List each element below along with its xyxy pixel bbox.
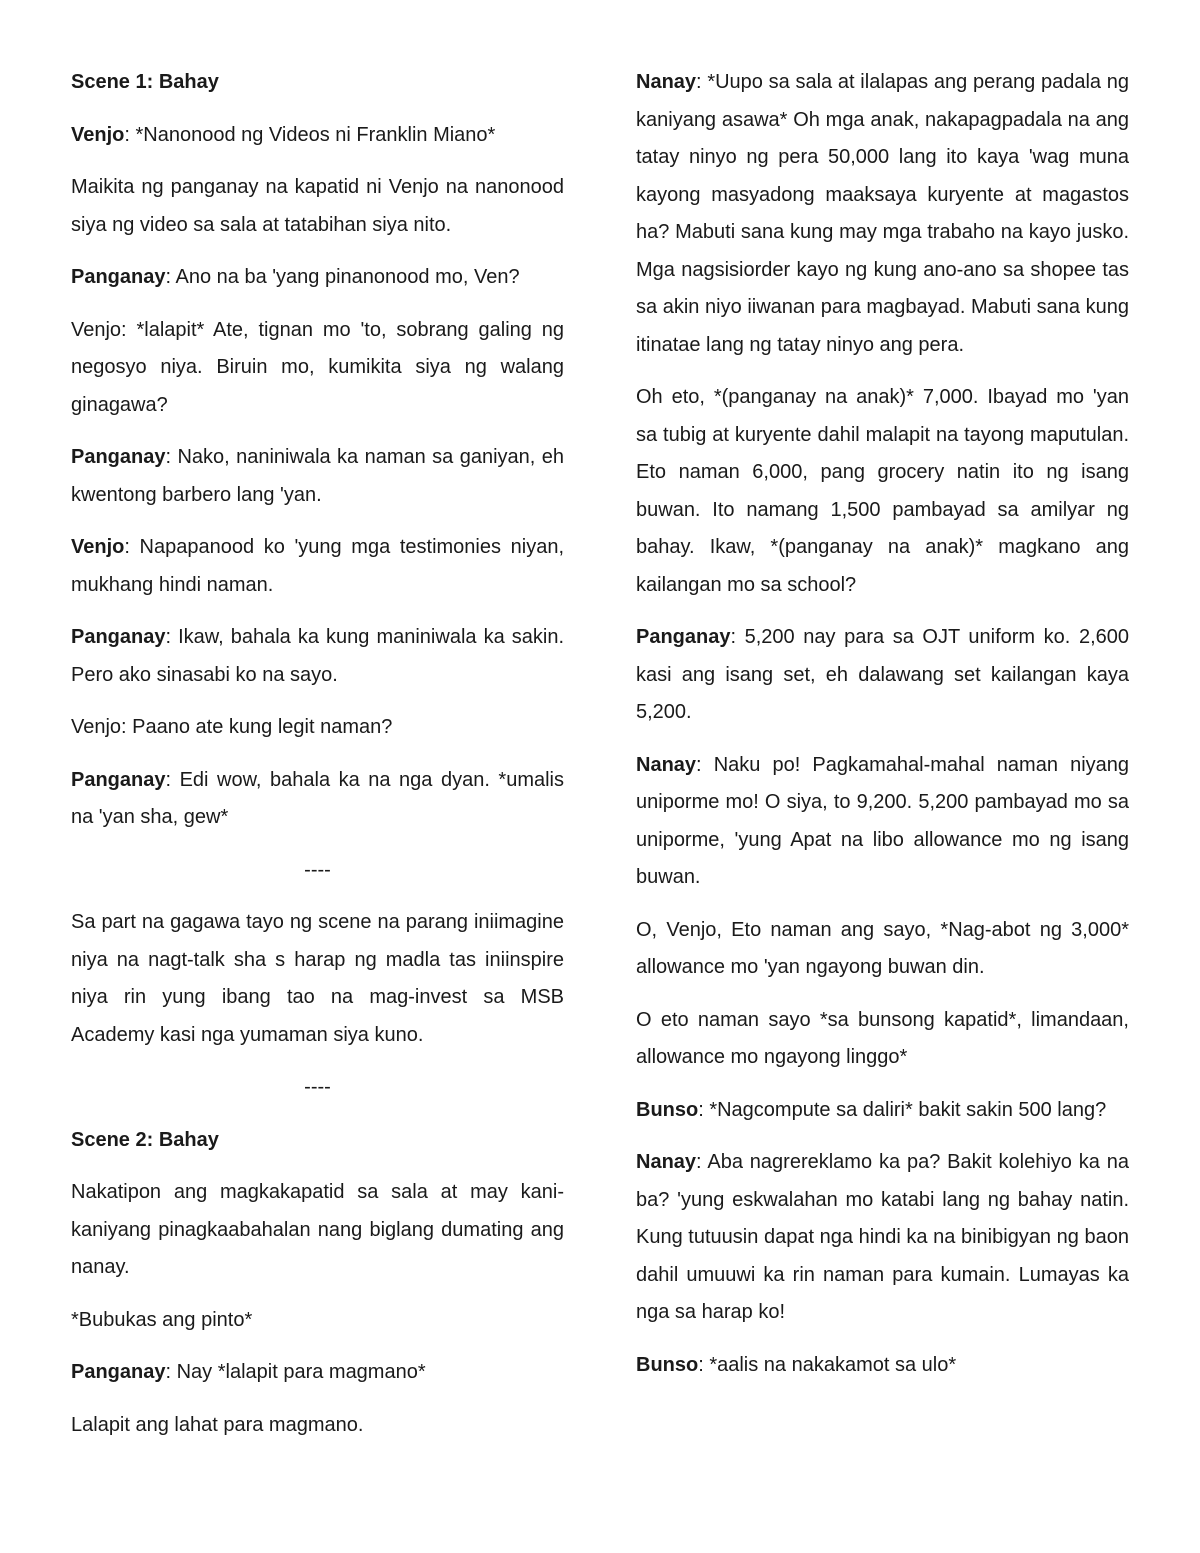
narration-text: Venjo: Paano ate kung legit naman? xyxy=(71,716,393,738)
narration-text: Lalapit ang lahat para magmano. xyxy=(71,1413,364,1436)
dialogue-line xyxy=(636,64,1129,364)
dialogue-text: : Nako, naniniwala ka naman sa ganiyan, eh kwentong barbero lang 'yan. xyxy=(71,446,564,506)
speaker-name: Nanay xyxy=(636,753,697,776)
speaker-name: Nanay xyxy=(636,1151,697,1173)
dialogue-text: : *aalis na nakakamot sa ulo* xyxy=(698,1353,957,1376)
dialogue-line xyxy=(636,1144,1129,1332)
dialogue-text: : Aba nagrereklamo ka pa? Bakit kolehiyo ka na ba? 'yung eskwalahan mo katabi lang ng bahay natin. Kung tutuusin dapat nga hindi ka na binibigyan ng baon dahil umuuwi ka rin naman para kumain. Lumayas ka nga sa harap ko! xyxy=(636,1151,1129,1323)
narration-text: Maikita ng panganay na kapatid ni Venjo na nanonood siya ng video sa sala at tatabihan siya nito. xyxy=(71,176,564,236)
narration-text: O, Venjo, Eto naman ang sayo, *Nag-abot ng 3,000* allowance mo 'yan ngayong buwan din. xyxy=(636,918,1129,978)
dialogue-text: : *Nanonood ng Videos ni Franklin Miano* xyxy=(124,123,496,146)
dialogue-text: : Nay *lalapit para magmano* xyxy=(165,1361,426,1383)
narration-text: O eto naman sayo *sa bunsong kapatid*, limandaan, allowance mo ngayong linggo* xyxy=(636,1008,1129,1068)
narration-text: Oh eto, *(panganay na anak)* 7,000. Ibayad mo 'yan sa tubig at kuryente dahil malapit na tayong maputulan. Eto naman 6,000, pang grocery natin ito ng isang buwan. Ito namang 1,500 pambayad sa amilyar ng bahay. Ikaw, *(panganay na anak)* magkano ang kailangan mo sa school? xyxy=(636,386,1129,596)
dialogue-text: : *Uupo sa sala at ilalapas ang perang padala ng kaniyang asawa* Oh mga anak, nakapagpadala na ang tatay ninyo ng pera 50,000 lang ito kaya 'wag muna kayong masyadong maaksaya kuryente at magastos ha? Mabuti sana kung may mga trabaho na kayo jusko. Mga nagsisiorder kayo ng kung ano-ano sa shopee tas sa akin niyo iiwanan para magbayad. Mabuti sana kung itinatae lang ng tatay ninyo ang pera. xyxy=(636,71,1129,356)
narration-text: Venjo: *lalapit* Ate, tignan mo 'to, sobrang galing ng negosyo niya. Biruin mo, kumikita siya ng walang ginagawa? xyxy=(71,318,564,416)
dialogue-line xyxy=(636,619,1129,732)
speaker-name: Bunso xyxy=(636,1098,699,1121)
narration-text: Nakatipon ang magkakapatid sa sala at may kani-kaniyang pinagkaabahalan nang biglang dumating ang nanay. xyxy=(71,1181,564,1278)
dialogue-text: : Ano na ba 'yang pinanonood mo, Ven? xyxy=(165,266,520,288)
dialogue-line xyxy=(636,1347,1129,1385)
right-column xyxy=(636,64,1129,1399)
speaker-name: Nanay xyxy=(636,71,697,93)
scene-heading: Scene 2: Bahay xyxy=(71,1128,219,1151)
left-column xyxy=(71,64,564,1459)
dialogue-line xyxy=(71,619,564,694)
dialogue-text: : 5,200 nay para sa OJT uniform ko. 2,600 kasi ang isang set, eh dalawang set kailangan kaya 5,200. xyxy=(636,626,1129,723)
speaker-name: Venjo xyxy=(71,123,125,146)
speaker-name: Panganay xyxy=(71,266,166,288)
speaker-name: Panganay xyxy=(71,446,166,468)
narration-text: *Bubukas ang pinto* xyxy=(71,1308,253,1331)
dialogue-line xyxy=(71,439,564,514)
speaker-name: Bunso xyxy=(636,1353,699,1376)
dialogue-line xyxy=(71,259,564,297)
dialogue-line xyxy=(71,1354,564,1392)
dialogue-text: : Naku po! Pagkamahal-mahal naman niyang uniporme mo! O siya, to 9,200. 5,200 pambayad mo sa uniporme, 'yung Apat na libo allowance mo ng isang buwan. xyxy=(636,753,1129,888)
dialogue-line xyxy=(71,117,564,155)
section-separator: ---- xyxy=(304,1076,331,1098)
dialogue-text: : Ikaw, bahala ka kung maniniwala ka sakin. Pero ako sinasabi ko na sayo. xyxy=(71,626,564,686)
dialogue-text: : Edi wow, bahala ka na nga dyan. *umalis na 'yan sha, gew* xyxy=(71,768,564,828)
speaker-name: Panganay xyxy=(71,768,166,791)
speaker-name: Panganay xyxy=(71,1361,166,1383)
dialogue-line xyxy=(71,762,564,837)
dialogue-text: : Napapanood ko 'yung mga testimonies niyan, mukhang hindi naman. xyxy=(71,536,564,596)
speaker-name: Panganay xyxy=(636,626,731,648)
section-separator: ---- xyxy=(304,858,331,881)
narration-text: Sa part na gagawa tayo ng scene na parang iniimagine niya na nagt-talk sha s harap ng madla tas iniinspire niya rin yung ibang tao na mag-invest sa MSB Academy kasi nga yumaman siya kuno. xyxy=(71,911,564,1046)
dialogue-line xyxy=(71,529,564,604)
scene-heading: Scene 1: Bahay xyxy=(71,71,219,93)
dialogue-text: : *Nagcompute sa daliri* bakit sakin 500 lang? xyxy=(698,1098,1107,1121)
speaker-name: Venjo xyxy=(71,536,125,558)
dialogue-line xyxy=(636,1092,1129,1130)
dialogue-line xyxy=(636,747,1129,897)
speaker-name: Panganay xyxy=(71,626,166,648)
